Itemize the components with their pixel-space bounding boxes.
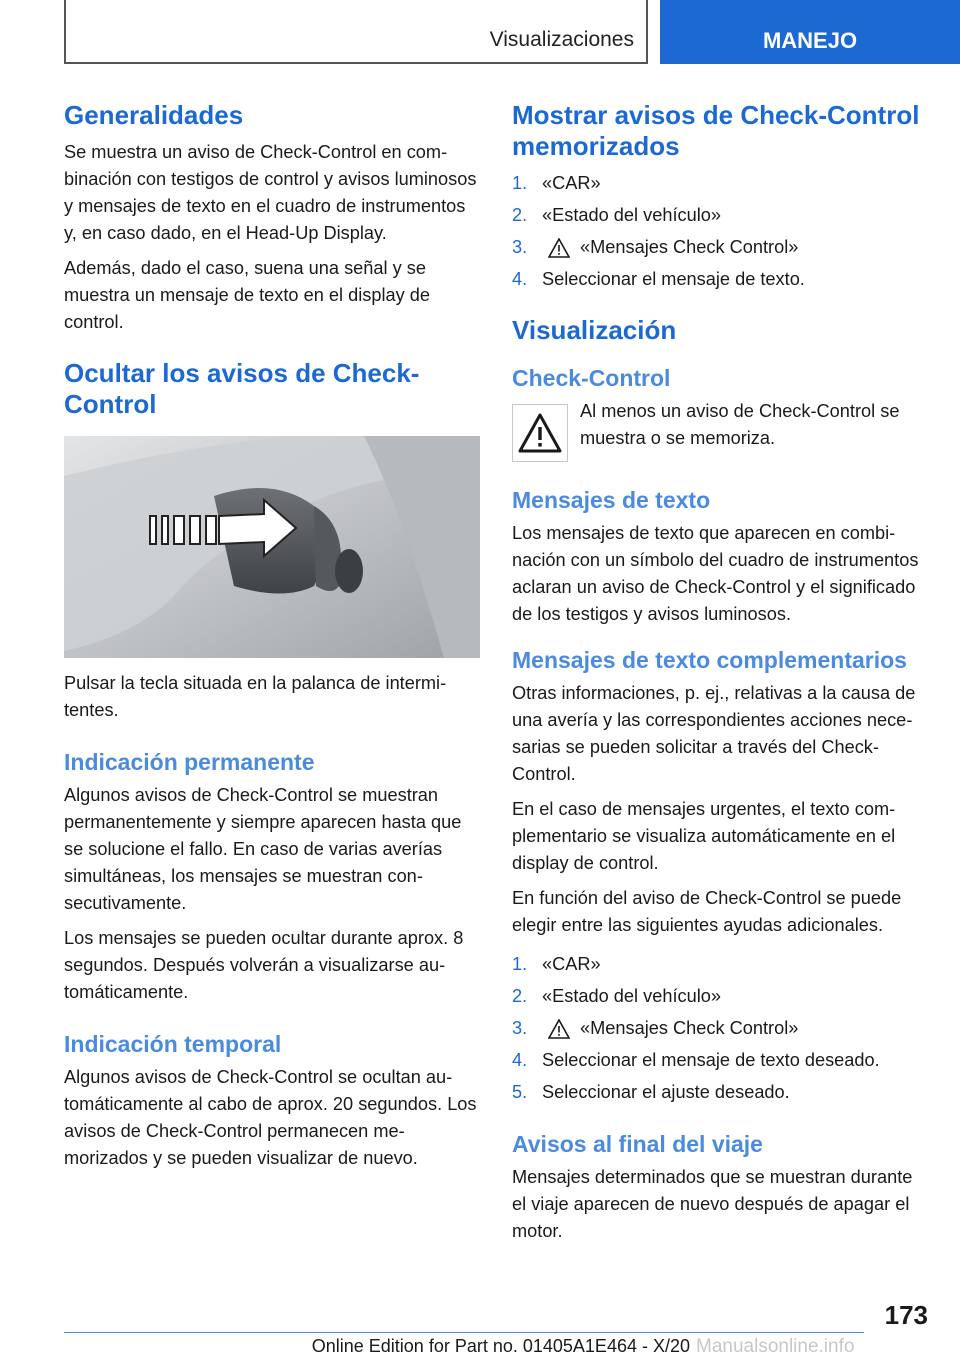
heading-visualizacion: Visualización bbox=[512, 315, 677, 345]
heading-indicacion-permanente: Indicación permanente bbox=[64, 749, 315, 775]
list-item bbox=[512, 202, 928, 229]
step-number: 1. bbox=[512, 954, 528, 974]
step-number: 4. bbox=[512, 1050, 528, 1070]
heading-check-control: Check-Control bbox=[512, 365, 671, 391]
heading-mensajes-de-texto: Mensajes de texto bbox=[512, 487, 711, 513]
warning-triangle-icon bbox=[548, 1019, 570, 1039]
step-number: 5. bbox=[512, 1082, 528, 1102]
paragraph-permanente-1: Algunos avisos de Check-Control se muestran permanentemente y siempre aparecen hasta que se solucione el fallo. En caso de varias averías simultáneas, los mensajes se muestran consecutivamente. bbox=[64, 785, 462, 913]
step-text: Seleccionar el mensaje de texto. bbox=[542, 269, 805, 289]
check-control-text: Al menos un aviso de Check-Control se muestra o se memoriza. bbox=[580, 401, 900, 448]
warning-triangle-icon bbox=[548, 238, 570, 258]
heading-mostrar-avisos: Mostrar avisos de Check-Control memorizados bbox=[512, 100, 920, 161]
footer-divider bbox=[64, 1332, 864, 1333]
heading-ocultar: Ocultar los avisos de Check-Control bbox=[64, 358, 420, 419]
right-column bbox=[512, 100, 928, 1253]
step-text: «Estado del vehículo» bbox=[542, 986, 721, 1006]
page-number: 173 bbox=[884, 1300, 928, 1330]
warning-symbol-box bbox=[512, 404, 568, 462]
paragraph-generalidades-1: Se muestra un aviso de Check-Control en combinación con testigos de control y avisos luminosos y mensajes de texto en el cuadro de instrumentos y, en caso dado, en el Head-Up Display. bbox=[64, 142, 477, 243]
heading-generalidades: Generalidades bbox=[64, 100, 244, 130]
step-number: 1. bbox=[512, 173, 528, 193]
steps-mostrar bbox=[512, 170, 928, 293]
paragraph-complementarios-2: En el caso de mensajes urgentes, el texto complementario se visualiza automáticamente en el display de control. bbox=[512, 799, 896, 873]
paragraph-final-1: Mensajes determinados que se muestran durante el viaje aparecen de nuevo después de apagar el motor. bbox=[512, 1167, 913, 1241]
paragraph-complementarios-1: Otras informaciones, p. ej., relativas a la causa de una avería y las correspondientes acciones necesarias se pueden solicitar a través del Check-Control. bbox=[512, 683, 916, 784]
turn-signal-lever-image bbox=[64, 436, 480, 658]
step-number: 2. bbox=[512, 205, 528, 225]
step-number: 2. bbox=[512, 986, 528, 1006]
warning-triangle-icon bbox=[518, 413, 562, 453]
step-text: «Mensajes Check Control» bbox=[580, 1018, 799, 1038]
list-item bbox=[512, 234, 928, 261]
left-column bbox=[64, 100, 480, 1180]
heading-mensajes-complementarios: Mensajes de texto complementarios bbox=[512, 647, 907, 673]
list-item bbox=[512, 1047, 928, 1074]
lever-illustration bbox=[64, 436, 480, 658]
list-item bbox=[512, 266, 928, 293]
step-text: «Mensajes Check Control» bbox=[580, 237, 799, 257]
step-number: 3. bbox=[512, 237, 528, 257]
footer-edition: Online Edition for Part no. 01405A1E464 - X/20 bbox=[311, 1336, 690, 1356]
header-section-title: Visualizaciones bbox=[489, 28, 634, 51]
list-item bbox=[512, 983, 928, 1010]
paragraph-permanente-2: Los mensajes se pueden ocultar durante aprox. 8 segundos. Después volverán a visualizarse automáticamente. bbox=[64, 928, 464, 1002]
step-text: Seleccionar el ajuste deseado. bbox=[542, 1082, 790, 1102]
paragraph-mensajes-1: Los mensajes de texto que aparecen en combinación con un símbolo del cuadro de instrumentos aclaran un aviso de Check-Control y el significado de los testigos y avisos luminosos. bbox=[512, 523, 919, 624]
step-text: «CAR» bbox=[542, 173, 601, 193]
step-text: «CAR» bbox=[542, 954, 601, 974]
header-frame bbox=[64, 0, 648, 64]
list-item bbox=[512, 951, 928, 978]
check-control-block bbox=[512, 398, 928, 462]
step-text: Seleccionar el mensaje de texto deseado. bbox=[542, 1050, 880, 1070]
step-text: «Estado del vehículo» bbox=[542, 205, 721, 225]
step-number: 4. bbox=[512, 269, 528, 289]
header-tab-manejo[interactable]: MANEJO bbox=[660, 0, 960, 64]
paragraph-generalidades-2: Además, dado el caso, suena una señal y se muestra un mensaje de texto en el display de control. bbox=[64, 258, 430, 332]
paragraph-temporal-1: Algunos avisos de Check-Control se ocultan automáticamente al cabo de aprox. 20 segundos. Los avisos de Check-Control permanecen memorizados y se pueden visualizar de nuevo. bbox=[64, 1067, 477, 1168]
heading-indicacion-temporal: Indicación temporal bbox=[64, 1031, 282, 1057]
steps-complementarios bbox=[512, 951, 928, 1106]
list-item bbox=[512, 1015, 928, 1042]
footer-watermark: Manualsonline.info bbox=[696, 1336, 855, 1357]
list-item bbox=[512, 1079, 928, 1106]
heading-avisos-final-viaje: Avisos al final del viaje bbox=[512, 1131, 763, 1157]
paragraph-complementarios-3: En función del aviso de Check-Control se puede elegir entre las siguientes ayudas adicionales. bbox=[512, 888, 902, 935]
step-number: 3. bbox=[512, 1018, 528, 1038]
list-item bbox=[512, 170, 928, 197]
figure-caption: Pulsar la tecla situada en la palanca de intermitentes. bbox=[64, 673, 447, 720]
